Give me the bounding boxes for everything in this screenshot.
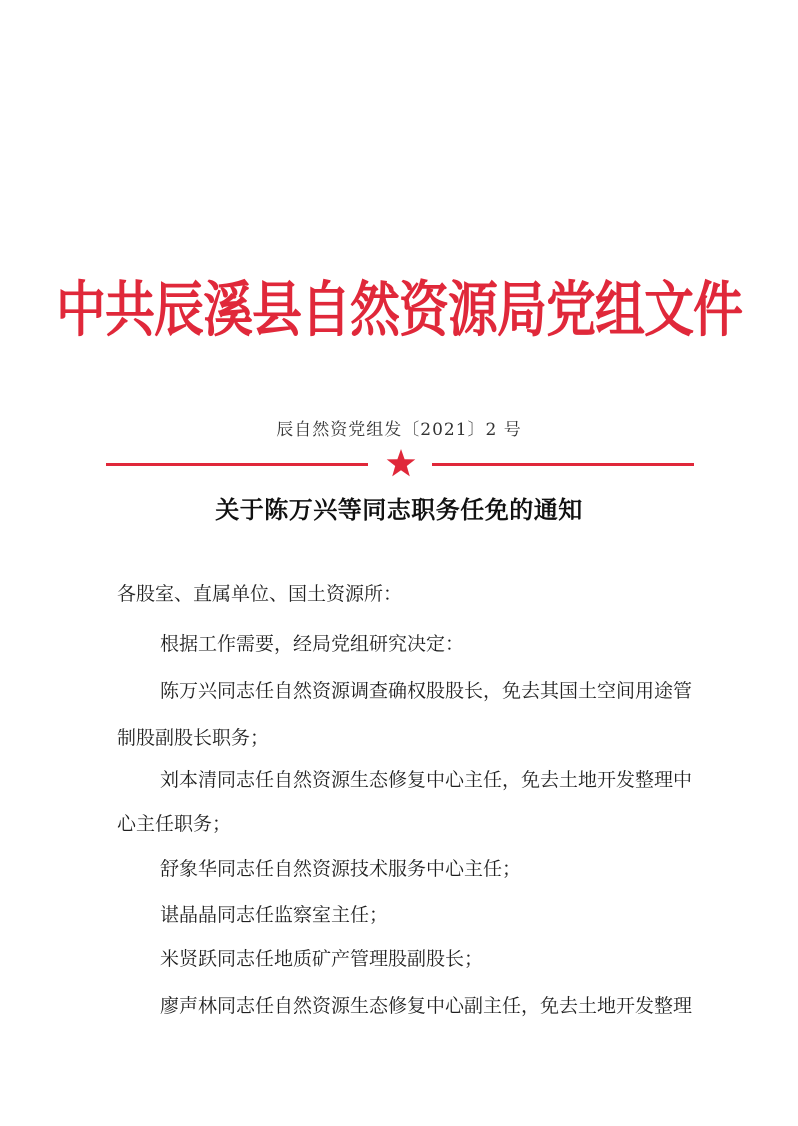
paragraph-line: 廖声林同志任自然资源生态修复中心副主任，免去土地开发整理 xyxy=(160,995,693,1017)
paragraph-line: 谌晶晶同志任监察室主任； xyxy=(160,904,389,926)
divider-line-right xyxy=(432,463,694,466)
paragraph-line: 心主任职务； xyxy=(117,813,232,835)
paragraph-line: 舒象华同志任自然资源技术服务中心主任； xyxy=(160,858,522,880)
paragraph-line: 刘本清同志任自然资源生态修复中心主任，免去土地开发整理中 xyxy=(160,769,693,791)
paragraph-intro: 根据工作需要，经局党组研究决定： xyxy=(160,633,465,655)
red-divider xyxy=(106,448,694,478)
document-header-title: 中共辰溪县自然资源局党组文件 xyxy=(56,275,742,345)
paragraph-line: 制股副股长职务； xyxy=(117,727,270,749)
document-number: 辰自然资党组发〔2021〕2 号 xyxy=(276,420,522,440)
recipients-line: 各股室、直属单位、国土资源所： xyxy=(117,583,403,605)
paragraph-line: 陈万兴同志任自然资源调查确权股股长，免去其国土空间用途管 xyxy=(160,680,693,702)
paragraph-line: 米贤跃同志任地质矿产管理股副股长； xyxy=(160,948,484,970)
divider-line-left xyxy=(106,463,368,466)
notice-title: 关于陈万兴等同志职务任免的通知 xyxy=(215,495,583,524)
star-icon xyxy=(386,448,416,478)
